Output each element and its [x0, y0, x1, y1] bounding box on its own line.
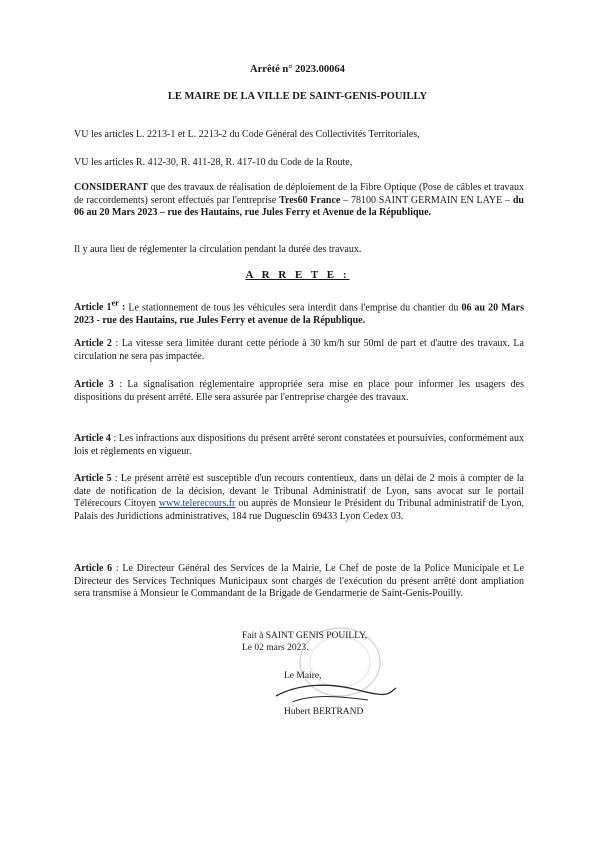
article-1 [74, 298, 524, 328]
article-6 [74, 563, 524, 601]
vu-paragraph-1: VU les articles L. 2213-1 et L. 2213-2 du Code Général des Collectivités Territoriales, [74, 129, 420, 140]
considerant-text: que des travaux de réalisation de déploiement de la Fibre Optique (Pose de câbles et travaux de raccordements) seront effectués par l'entreprise [74, 182, 524, 206]
considerant-paragraph [74, 182, 524, 220]
article-6-label: Article 6 [74, 563, 113, 574]
considerant-address: – 78100 SAINT GERMAIN EN LAYE – [340, 194, 513, 206]
article-2 [74, 338, 524, 363]
article-4-text: : Les infractions aux dispositions du présent arrêté seront constatées et poursuivies, conformément aux lois et règlements en vigueur. [74, 433, 524, 457]
article-5 [74, 473, 524, 523]
article-3-text: : La signalisation réglementaire appropriée sera mise en place pour informer les usagers des dispositions du présent arrêté. Elle sera assurée par l'entreprise chargée des travaux. [74, 379, 524, 403]
mayor-title: LE MAIRE DE LA VILLE DE SAINT-GENIS-POUILLY [167, 91, 428, 102]
article-1-label: Article 1er : [74, 299, 129, 314]
considerant-company: Tres60 France [279, 194, 341, 206]
article-5-text-before: : Le présent arrêté est susceptible d'un recours contentieux, dans un délai de 2 mois à compter de la date de notification de la décision, devant le Tribunal Administratif de Lyon, sans avocat sur le portail Télérecours Citoyen [74, 473, 524, 510]
arrete-heading: A R R E T E : [245, 269, 350, 281]
vu-paragraph-2: VU les articles R. 412-30, R. 411-28, R. 417-10 du Code de la Route, [74, 157, 353, 168]
article-1-text: Le stationnement de tous les véhicules sera interdit dans l'emprise du chantier du [128, 302, 462, 314]
article-4 [74, 433, 524, 458]
article-4-label: Article 4 [74, 433, 111, 444]
aura-lieu-paragraph: Il y aura lieu de réglementer la circulation pendant la durée des travaux. [74, 244, 362, 255]
considerant-label: CONSIDERANT [74, 182, 148, 193]
article-5-label: Article 5 [74, 473, 112, 484]
signature-name: Hubert BERTRAND [284, 707, 364, 717]
article-3 [74, 379, 524, 404]
article-2-label: Article 2 [74, 338, 112, 349]
article-6-text: : Le Directeur Général des Services de la Mairie, Le Chef de poste de la Police Municipale et Le Directeur des Services Techniques Municipaux sont chargés de l'exécution du présent arrêté dont ampliation sera transmise à Monsieur le Commandant de la Brigade de Gendarmerie de Saint-Genis-Pouilly. [74, 563, 524, 600]
signature-date: Le 02 mars 2023. [242, 643, 309, 653]
telerecours-link[interactable]: www.telerecours.fr [158, 498, 236, 510]
signature-role: Le Maire, [284, 671, 322, 681]
article-3-label: Article 3 [74, 379, 114, 390]
article-2-text: : La vitesse sera limitée durant cette période à 30 km/h sur 50ml de part et d'autre des travaux. La circulation ne sera pas impactée. [74, 338, 524, 362]
signature-place: Fait à SAINT GENIS POUILLY, [242, 631, 368, 641]
arrete-number: Arrêté n° 2023.00064 [250, 64, 345, 75]
considerant-dates: du 06 au 20 Mars 2023 – rue des Hautains, rue Jules Ferry et Avenue de la République. [74, 194, 524, 219]
article-1-bold: 06 au 20 Mars 2023 - rue des Hautains, rue Jules Ferry et avenue de la République. [74, 302, 524, 326]
article-5-text-after: ou auprès de Monsieur le Président du Tribunal administratif de Lyon, Palais des Juridictions administratives, 184 rue Duguesclin 69433 Lyon Cedex 03. [74, 498, 524, 522]
